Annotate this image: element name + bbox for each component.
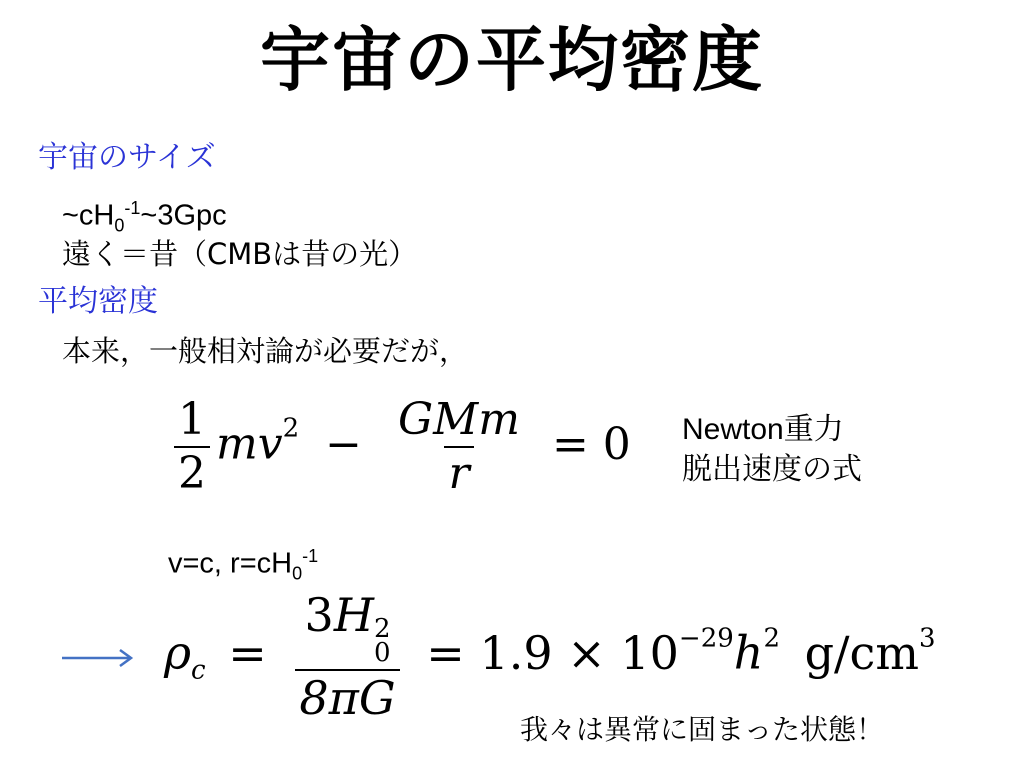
rho-sub: c: [191, 655, 206, 686]
page-title: 宇宙の平均密度: [260, 19, 764, 101]
substitution-line: [168, 536, 318, 593]
num-sup: 2: [373, 614, 391, 644]
conclusion-text: 我々は異常に固まった状態！: [520, 713, 885, 746]
hubble-h: h: [733, 625, 764, 680]
frac-critical-den: 8πG: [295, 669, 399, 721]
rho-symbol: ρ: [164, 625, 192, 680]
size-post: ~3Gpc: [140, 199, 227, 232]
substitution-sub: 0: [292, 563, 303, 584]
size-pre: ~cH: [62, 199, 115, 232]
right-arrow-icon: [62, 646, 134, 670]
newton-label-line1: Newton重力: [682, 413, 844, 446]
escape-velocity-equation: [168, 394, 631, 499]
density-value: = 1.9 × 10: [426, 625, 679, 680]
num-sub: 0: [373, 638, 391, 668]
size-sup: -1: [124, 198, 141, 218]
newton-label-line2: 脱出速度の式: [682, 453, 862, 486]
gr-needed-line: 本来，一般相対論が必要だが，: [62, 334, 469, 368]
frac-half-num: 1: [178, 394, 206, 445]
frac-critical: [295, 588, 399, 725]
equals-zero: = 0: [551, 418, 631, 470]
heading-universe-size: 宇宙のサイズ: [38, 140, 216, 175]
frac-critical-num: [301, 588, 395, 669]
minus-sign: −: [325, 418, 363, 470]
substitution-sup: -1: [302, 546, 319, 566]
frac-potential-den: r: [444, 446, 473, 496]
equals-sign: =: [228, 625, 267, 680]
frac-potential: [394, 394, 524, 499]
units-exp: 3: [918, 623, 936, 654]
size-sub: 0: [114, 215, 125, 236]
density-units: g/cm: [804, 625, 919, 680]
critical-density-equation: [164, 588, 936, 725]
hubble-h-exp: 2: [763, 623, 780, 654]
substitution-pre: v=c, r=cH: [168, 547, 293, 580]
kinetic-term: mv: [216, 418, 283, 470]
density-exponent: −29: [678, 623, 734, 654]
frac-half: [174, 394, 210, 499]
heading-mean-density: 平均密度: [38, 284, 158, 319]
num-coef: 3: [304, 588, 334, 642]
num-var: H: [333, 588, 374, 642]
frac-half-den: 2: [174, 446, 210, 496]
kinetic-exp: 2: [282, 413, 300, 444]
frac-potential-num: GMm: [398, 394, 520, 445]
newton-label: [682, 410, 862, 490]
far-equals-past-line: 遠く＝昔（CMBは昔の光）: [62, 237, 418, 271]
